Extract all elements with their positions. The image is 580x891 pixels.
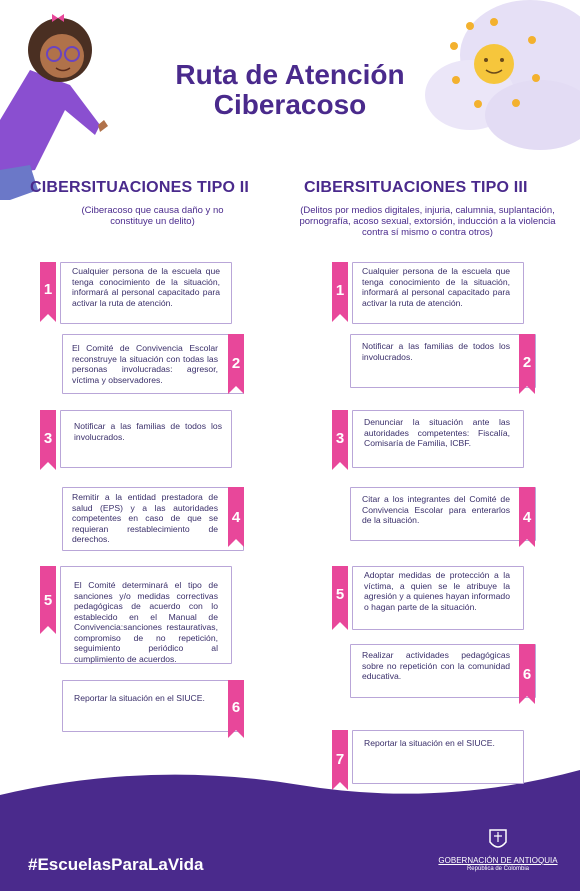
step-number: 4: [522, 509, 532, 526]
title-line-1: Ruta de Atención: [175, 59, 405, 90]
government-name: GOBERNACIÓN DE ANTIOQUIA: [438, 856, 558, 865]
step-number: 1: [43, 281, 53, 298]
step-text: Citar a los integrantes del Comité de Convivencia Escolar para enterarlos de la situación.: [362, 494, 510, 525]
step-text: El Comité determinará el tipo de sanciones y/o medidas correctivas pedagógicas de acuerdo con lo establecido en el Manual de Convivencia:sanciones restaurativas, compromiso de no repetición, seguimiento periódico al cumplimiento de acuerdos.: [74, 580, 218, 664]
girl-illustration: [0, 14, 108, 200]
step-text: Realizar actividades pedagógicas sobre no repetición con la comunidad educativa.: [362, 650, 510, 681]
title-line-2: Ciberacoso: [213, 89, 367, 120]
step-text: Reportar la situación en el SIUCE.: [364, 738, 495, 748]
tipo3-subtitle: (Delitos por medios digitales, injuria, calumnia, suplantación, pornografía, acoso sexual, extorsión, inducción a la violencia contra sí mismo o contra otros): [299, 205, 556, 238]
step-text: Reportar la situación en el SIUCE.: [74, 693, 205, 703]
step-text: Notificar a las familias de todos los involucrados.: [74, 421, 222, 442]
step-text: Remitir a la entidad prestadora de salud (EPS) y a las autoridades competentes en caso de que se requieran restablecimiento de derechos.: [72, 492, 218, 544]
step-number: 5: [335, 586, 345, 603]
page-title: [120, 60, 460, 120]
step-number: 6: [231, 699, 241, 716]
step-text: Cualquier persona de la escuela que tenga conocimiento de la situación, informará al personal capacitado para activar la ruta de atención.: [362, 266, 510, 308]
step-number: 3: [43, 430, 53, 447]
government-logo-block: [438, 828, 558, 872]
step-number: 7: [335, 751, 345, 768]
step-number: 1: [335, 282, 345, 299]
step-number: 4: [231, 509, 241, 526]
step-text: Denunciar la situación ante las autoridades competentes: Fiscalía, Comisaría de Familia, ICBF.: [364, 417, 510, 448]
step-number: 5: [43, 592, 53, 609]
hashtag-text: #EscuelasParaLaVida: [28, 855, 204, 874]
step-text: El Comité de Convivencia Escolar reconstruye la situación con todas las personas involucradas: agresor, víctima y observadores.: [72, 343, 218, 385]
step-number: 3: [335, 430, 345, 447]
step-text: Cualquier persona de la escuela que tenga conocimiento de la situación, informará al personal capacitado para activar la ruta de atención.: [72, 266, 220, 308]
step-text: Adoptar medidas de protección a la víctima, a quien se le atribuye la agresión y a quienes hayan informado o hagan parte de la situación.: [364, 570, 510, 612]
step-text: Notificar a las familias de todos los involucrados.: [362, 341, 510, 362]
tipo2-subtitle: (Ciberacoso que causa daño y no constituye un delito): [81, 205, 224, 227]
step-number: 2: [522, 354, 532, 371]
step-number: 6: [522, 666, 532, 683]
step-number: 2: [231, 355, 241, 372]
tipo2-heading: CIBERSITUACIONES TIPO II: [30, 179, 250, 196]
tipo3-heading: CIBERSITUACIONES TIPO III: [304, 179, 528, 196]
government-subtitle: República de Colombia: [466, 866, 530, 872]
coat-of-arms-icon: [488, 828, 508, 852]
